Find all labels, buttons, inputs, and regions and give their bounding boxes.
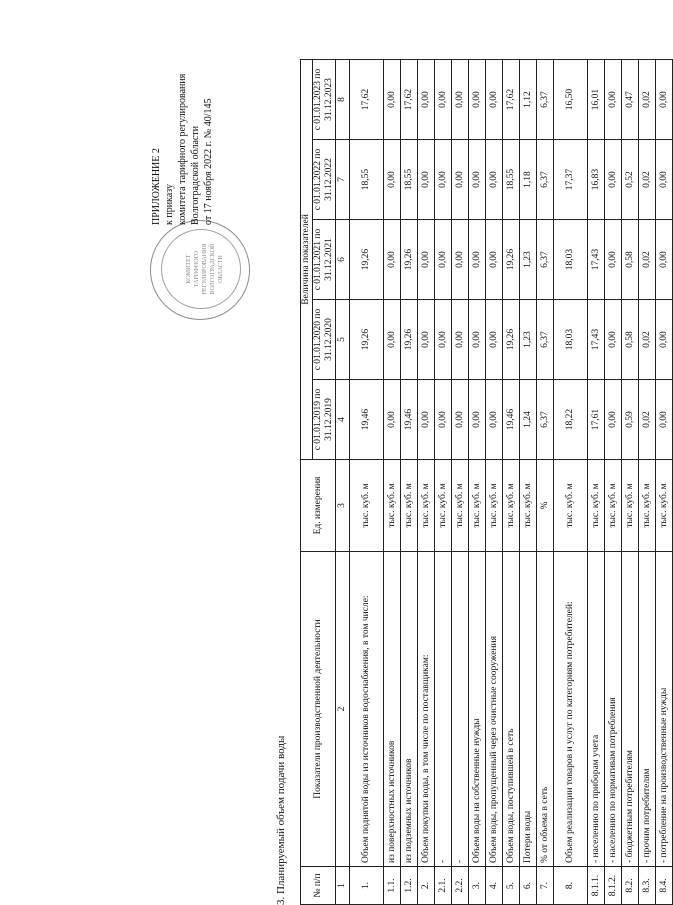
column-number: 7 — [336, 140, 350, 220]
value-cell: 0,00 — [435, 220, 452, 300]
rotated-landscape-content — [150, 45, 669, 905]
unit-cell: тыс. куб. м — [554, 460, 588, 552]
order-reference: к приказу — [164, 184, 175, 225]
value-cell: 0,00 — [418, 380, 435, 460]
indicator-name: из поверхностных источников — [384, 552, 401, 867]
unit-cell: тыс. куб. м — [622, 460, 639, 552]
value-cell: 0,02 — [639, 140, 656, 220]
value-cell: 18,22 — [554, 380, 588, 460]
indicator-name: % от объема в сеть — [537, 552, 554, 867]
value-cell: 19,26 — [401, 220, 418, 300]
column-number: 8 — [336, 60, 350, 140]
value-cell: 17,37 — [554, 140, 588, 220]
value-cell: 18,03 — [554, 220, 588, 300]
official-seal — [150, 220, 250, 320]
value-cell: 0,00 — [486, 300, 503, 380]
value-cell: 0,00 — [656, 140, 673, 220]
value-cell: 0,00 — [486, 60, 503, 140]
unit-cell: тыс. куб. м — [452, 460, 469, 552]
indicator-name: - населению по нормативам потребления — [605, 552, 622, 867]
header-period: с 01.01.2021 по 31.12.2021 — [313, 220, 336, 300]
value-cell: 17,61 — [588, 380, 605, 460]
value-cell: 16,01 — [588, 60, 605, 140]
value-cell: 0,00 — [435, 60, 452, 140]
value-cell: 0,02 — [639, 380, 656, 460]
value-cell: 19,46 — [401, 380, 418, 460]
indicator-name: Объем покупки воды, в том числе по поставщикам: — [418, 552, 435, 867]
value-cell: 6,37 — [537, 300, 554, 380]
value-cell: 0,00 — [452, 140, 469, 220]
row-number: 8.2. — [622, 867, 639, 905]
table-row — [418, 60, 435, 905]
value-cell: 0,00 — [605, 300, 622, 380]
row-number: 5. — [503, 867, 520, 905]
table-row — [350, 60, 384, 905]
table-row — [554, 60, 588, 905]
value-cell: 0,00 — [418, 220, 435, 300]
table-row — [503, 60, 520, 905]
value-cell: 0,00 — [452, 60, 469, 140]
value-cell: 19,26 — [503, 300, 520, 380]
table-row — [469, 60, 486, 905]
value-cell: 0,00 — [418, 300, 435, 380]
unit-cell: тыс. куб. м — [605, 460, 622, 552]
column-number: 2 — [336, 552, 350, 867]
value-cell: 0,00 — [469, 140, 486, 220]
header-indicator: Показатели производственной деятельности — [301, 552, 336, 867]
value-cell: 16,50 — [554, 60, 588, 140]
indicator-name: Объем поднятой воды из источников водоснабжения, в том числе: — [350, 552, 384, 867]
row-number: 8.1.2. — [605, 867, 622, 905]
region-name: Волгоградской области — [190, 125, 201, 225]
row-number: 6. — [520, 867, 537, 905]
table-row — [656, 60, 673, 905]
value-cell: 0,00 — [469, 60, 486, 140]
indicator-name: - бюджетным потребителям — [622, 552, 639, 867]
table-row — [486, 60, 503, 905]
column-number: 5 — [336, 300, 350, 380]
header-period: с 01.01.2023 по 31.12.2023 — [313, 60, 336, 140]
value-cell: 0,00 — [384, 300, 401, 380]
table-row — [435, 60, 452, 905]
value-cell: 0,00 — [656, 380, 673, 460]
row-number: 7. — [537, 867, 554, 905]
value-cell: 0,00 — [605, 140, 622, 220]
value-cell: 0,00 — [452, 380, 469, 460]
table-row — [639, 60, 656, 905]
unit-cell: тыс. куб. м — [588, 460, 605, 552]
header-values-group: Величина показателей — [301, 60, 313, 460]
value-cell: 0,02 — [639, 60, 656, 140]
value-cell: 0,00 — [418, 60, 435, 140]
unit-cell: тыс. куб. м — [486, 460, 503, 552]
value-cell: 19,46 — [350, 380, 384, 460]
table-row — [384, 60, 401, 905]
value-cell: 6,37 — [537, 220, 554, 300]
row-number: 8.4. — [656, 867, 673, 905]
row-number: 8.1.1. — [588, 867, 605, 905]
value-cell: 0,00 — [656, 220, 673, 300]
table-body — [350, 60, 673, 905]
row-number: 2.1. — [435, 867, 452, 905]
unit-cell: тыс. куб. м — [469, 460, 486, 552]
unit-cell: тыс. куб. м — [656, 460, 673, 552]
value-cell: 1,24 — [520, 380, 537, 460]
value-cell: 1,18 — [520, 140, 537, 220]
value-cell: 0,00 — [384, 220, 401, 300]
value-cell: 19,26 — [350, 300, 384, 380]
unit-cell: тыс. куб. м — [350, 460, 384, 552]
value-cell: 18,55 — [350, 140, 384, 220]
indicator-name: Объем реализации товаров и услуг по категориям потребителей: — [554, 552, 588, 867]
water-supply-table — [300, 59, 673, 905]
column-number: 6 — [336, 220, 350, 300]
value-cell: 0,00 — [469, 300, 486, 380]
indicator-name: - — [452, 552, 469, 867]
value-cell: 0,00 — [435, 300, 452, 380]
value-cell: 0,52 — [622, 140, 639, 220]
indicator-name: - — [435, 552, 452, 867]
value-cell: 0,00 — [656, 60, 673, 140]
table-row — [588, 60, 605, 905]
indicator-name: - населению по приборам учета — [588, 552, 605, 867]
value-cell: 19,26 — [401, 300, 418, 380]
section-title: 3. Планируемый объем подачи воды — [275, 735, 287, 905]
row-number: 3. — [469, 867, 486, 905]
value-cell: 19,26 — [350, 220, 384, 300]
order-date: от 17 ноября 2022 г. № 40/145 — [203, 98, 214, 225]
unit-cell: % — [537, 460, 554, 552]
table-row — [520, 60, 537, 905]
header-unit: Ед. измерения — [301, 460, 336, 552]
value-cell: 6,37 — [537, 140, 554, 220]
header-period: с 01.01.2022 по 31.12.2022 — [313, 140, 336, 220]
header-period: с 01.01.2019 по 31.12.2019 — [313, 380, 336, 460]
unit-cell: тыс. куб. м — [503, 460, 520, 552]
value-cell: 6,37 — [537, 60, 554, 140]
value-cell: 1,23 — [520, 300, 537, 380]
header-period: с 01.01.2020 по 31.12.2020 — [313, 300, 336, 380]
indicator-name: - потребление на производственные нужды — [656, 552, 673, 867]
value-cell: 0,00 — [384, 60, 401, 140]
value-cell: 0,00 — [435, 140, 452, 220]
unit-cell: тыс. куб. м — [435, 460, 452, 552]
value-cell: 1,12 — [520, 60, 537, 140]
value-cell: 6,37 — [537, 380, 554, 460]
value-cell: 0,00 — [486, 380, 503, 460]
row-number: 2.2. — [452, 867, 469, 905]
row-number: 1.2. — [401, 867, 418, 905]
table-row — [622, 60, 639, 905]
issuing-committee: комитета тарифного регулирования — [177, 73, 188, 225]
value-cell: 0,02 — [639, 220, 656, 300]
indicator-name: Объем воды, поступившей в сеть — [503, 552, 520, 867]
column-number: 4 — [336, 380, 350, 460]
row-number: 8. — [554, 867, 588, 905]
column-number: 1 — [336, 867, 350, 905]
row-number: 4. — [486, 867, 503, 905]
table-row — [401, 60, 418, 905]
appendix-header — [150, 45, 215, 225]
value-cell: 0,00 — [605, 60, 622, 140]
value-cell: 17,62 — [401, 60, 418, 140]
value-cell: 18,55 — [401, 140, 418, 220]
value-cell: 0,58 — [622, 300, 639, 380]
table-row — [452, 60, 469, 905]
seal-lettering: КОМИТЕТ ТАРИФНОГО РЕГУЛИРОВАНИЯ ВОЛГОГРАДСКОЙ ОБЛАСТИ — [186, 243, 224, 295]
table-row — [537, 60, 554, 905]
unit-cell: тыс. куб. м — [401, 460, 418, 552]
value-cell: 1,23 — [520, 220, 537, 300]
value-cell: 0,00 — [605, 220, 622, 300]
row-number: 8.3. — [639, 867, 656, 905]
value-cell: 0,00 — [486, 140, 503, 220]
value-cell: 18,55 — [503, 140, 520, 220]
value-cell: 0,00 — [486, 220, 503, 300]
indicator-name: Потери воды — [520, 552, 537, 867]
value-cell: 0,00 — [469, 220, 486, 300]
value-cell: 0,00 — [656, 300, 673, 380]
appendix-number: ПРИЛОЖЕНИЕ 2 — [151, 148, 162, 225]
value-cell: 0,00 — [452, 220, 469, 300]
table-row — [605, 60, 622, 905]
value-cell: 17,43 — [588, 220, 605, 300]
value-cell: 0,00 — [469, 380, 486, 460]
column-number: 3 — [336, 460, 350, 552]
value-cell: 17,62 — [503, 60, 520, 140]
unit-cell: тыс. куб. м — [639, 460, 656, 552]
value-cell: 17,43 — [588, 300, 605, 380]
value-cell: 0,02 — [639, 300, 656, 380]
value-cell: 0,00 — [418, 140, 435, 220]
value-cell: 0,00 — [384, 380, 401, 460]
value-cell: 0,00 — [452, 300, 469, 380]
indicator-name: из подземных источников — [401, 552, 418, 867]
header-row-number: № п/п — [301, 867, 336, 905]
value-cell: 18,03 — [554, 300, 588, 380]
unit-cell: тыс. куб. м — [418, 460, 435, 552]
unit-cell: тыс. куб. м — [520, 460, 537, 552]
indicator-name: - прочим потребителям — [639, 552, 656, 867]
value-cell: 0,47 — [622, 60, 639, 140]
indicator-name: Объем воды, пропущенный через очистные сооружения — [486, 552, 503, 867]
value-cell: 16,83 — [588, 140, 605, 220]
unit-cell: тыс. куб. м — [384, 460, 401, 552]
value-cell: 0,00 — [384, 140, 401, 220]
value-cell: 0,59 — [622, 380, 639, 460]
value-cell: 19,26 — [503, 220, 520, 300]
row-number: 1.1. — [384, 867, 401, 905]
value-cell: 17,62 — [350, 60, 384, 140]
indicator-name: Объем воды на собственные нужды — [469, 552, 486, 867]
value-cell: 0,00 — [605, 380, 622, 460]
value-cell: 19,46 — [503, 380, 520, 460]
row-number: 1. — [350, 867, 384, 905]
value-cell: 0,58 — [622, 220, 639, 300]
value-cell: 0,00 — [435, 380, 452, 460]
row-number: 2. — [418, 867, 435, 905]
